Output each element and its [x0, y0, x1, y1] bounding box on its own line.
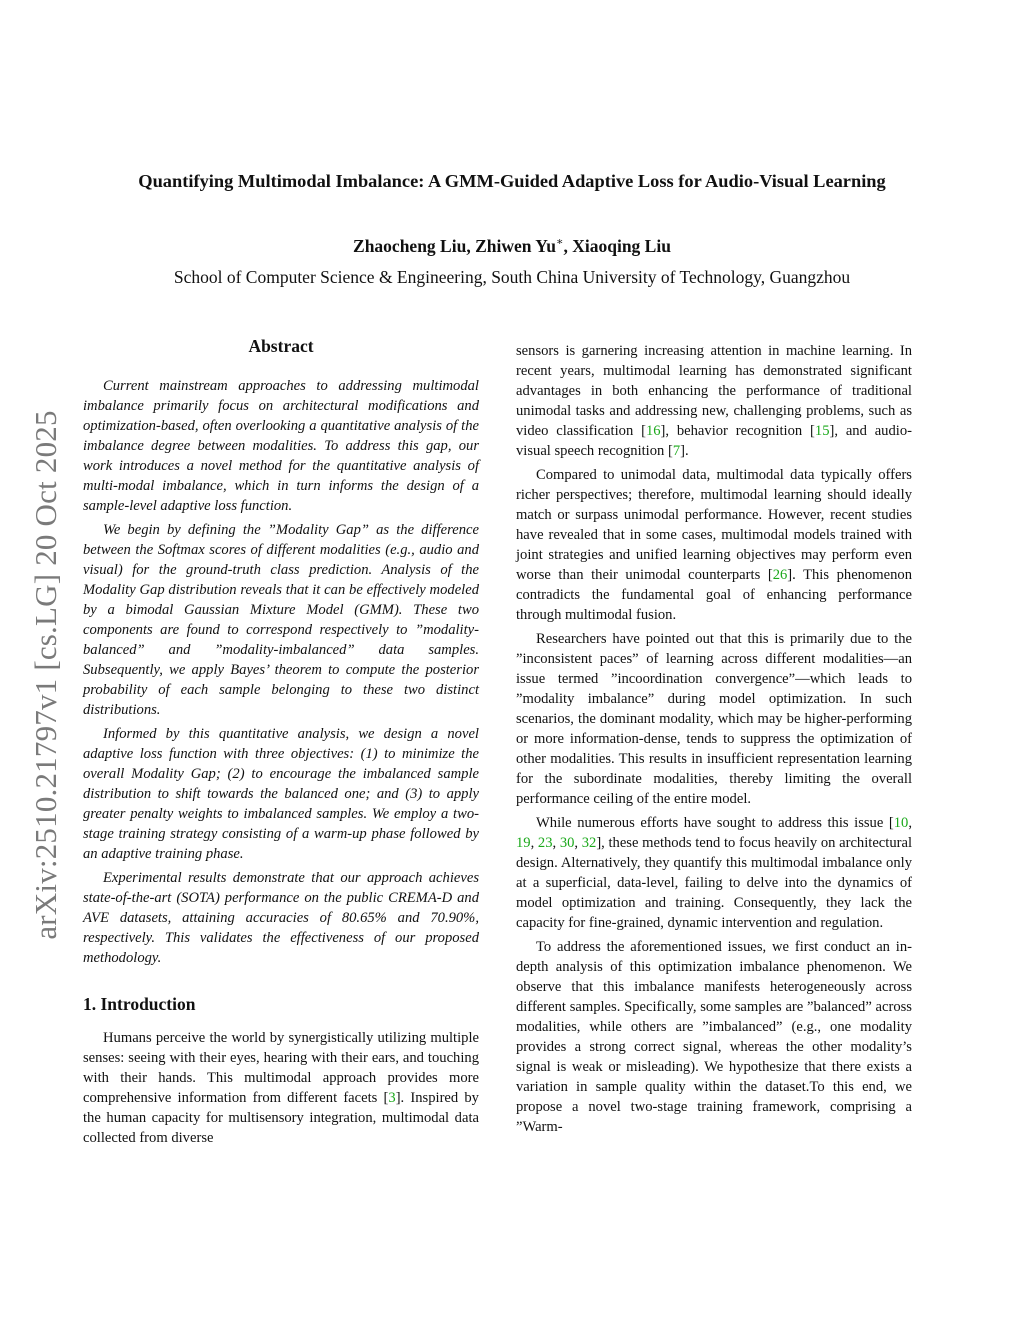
- body-paragraph: To address the aforementioned issues, we first conduct an in-depth analysis of this optimization imbalance phenomenon. We observe that this imbalance manifests heterogeneously across different samples. Specifically, some samples are ”balanced” across modalities, while others are ”imbalanced” (e.g., one modality provides a strong correct signal, whereas the other modality’s signal is weak or misleading). We hypothesize that there exists a variation in sample quality within the dataset.To this end, we propose a novel two-stage training framework, comprising a ”Warm-: [516, 939, 912, 1135]
- abstract-paragraph: Informed by this quantitative analysis, we design a novel adaptive loss function with three objectives: (1) to minimize the overall Modality Gap; (2) to encourage the imbalanced sample distribution to shift towards the balanced one; and (3) to apply greater penalty weights to imbalanced samples. We employ a two-stage training strategy consisting of a warm-up phase followed by an adaptive training phase.: [83, 726, 479, 862]
- left-column: [83, 336, 479, 1152]
- abstract-body: [83, 376, 479, 968]
- abstract-paragraph: Experimental results demonstrate that our approach achieves state-of-the-art (SOTA) performance on the public CREMA-D and AVE datasets, attaining accuracies of 80.65% and 70.90%, respectively. This validates the effectiveness of our proposed methodology.: [83, 870, 479, 966]
- body-paragraph: Researchers have pointed out that this is primarily due to the ”inconsistent paces” of learning across different modalities—an issue termed ”incoordination convergence”—which leads to ”modality imbalance” during model optimization. In such scenarios, the dominant modality, which may be higher-performing or more information-dense, tends to suppress the optimization of other modalities. This results in insufficient representation learning for the subordinate modalities, thereby limiting the overall performance ceiling of the entire model.: [516, 631, 912, 807]
- section-heading-introduction: 1. Introduction: [83, 994, 196, 1014]
- citation-link[interactable]: 3: [388, 1090, 396, 1106]
- body-paragraph: While numerous efforts have sought to address this issue [10, 19, 23, 30, 32], these methods tend to focus heavily on architectural design. Alternatively, they quantify this multimodal imbalance only at a superficial, data-level, failing to delve into the dynamics of model optimization and training. Consequently, they lack the capacity for fine-grained, dynamic intervention and regulation.: [516, 815, 913, 931]
- citation-link[interactable]: 26: [772, 567, 788, 583]
- affiliation: School of Computer Science & Engineering, South China University of Technology, Guangzhou: [173, 267, 851, 287]
- citation-link[interactable]: 19: [516, 835, 531, 851]
- citation-link[interactable]: 23: [537, 835, 553, 851]
- right-column: [516, 341, 912, 1141]
- abstract-heading: Abstract: [248, 336, 314, 356]
- author-3: Xiaoqing Liu: [572, 235, 671, 256]
- citation-link[interactable]: 10: [893, 815, 909, 831]
- body-paragraph: sensors is garnering increasing attention in machine learning. In recent years, multimodal learning has demonstrated significant advantages in both enhancing the performance of traditional unimodal tasks and addressing new, challenging problems, such as video classification [16], behavior recognition [15], and audio-visual speech recognition [7].: [516, 343, 912, 459]
- abstract-paragraph: We begin by defining the ”Modality Gap” as the difference between the Softmax scores of different modalities (e.g., audio and visual) for the ground-truth class prediction. Analysis of the Modality Gap distribution reveals that it can be effectively modeled by a bimodal Gaussian Mixture Model (GMM). These two components are found to correspond respectively to ”modality-balanced” and ”modality-imbalanced” data samples. Subsequently, we apply Bayes’ theorem to compute the posterior probability of each sample belonging to these two distinct distributions.: [83, 522, 479, 718]
- paper-title: Quantifying Multimodal Imbalance: A GMM-Guided Adaptive Loss for Audio-Visual Learning: [138, 171, 886, 191]
- intro-paragraph: Humans perceive the world by synergistically utilizing multiple senses: seeing with their eyes, hearing with their ears, and touching with their hands. This multimodal approach provides more comprehensive information from different facets [3]. Inspired by the human capacity for multisensory integration, multimodal data collected from diverse: [83, 1030, 479, 1146]
- citation-link[interactable]: 15: [814, 423, 830, 439]
- author-2: Zhiwen Yu: [475, 235, 556, 256]
- citation-link[interactable]: 16: [645, 423, 661, 439]
- author-1: Zhaocheng Liu: [353, 235, 467, 256]
- author-list: Zhaocheng Liu, Zhiwen Yu∗, Xiaoqing Liu: [353, 235, 671, 256]
- arxiv-identifier: arXiv:2510.21797v1 [cs.LG] 20 Oct 2025: [28, 410, 63, 940]
- body-paragraph: Compared to unimodal data, multimodal data typically offers richer perspectives; therefore, multimodal learning should ideally match or surpass unimodal performance. However, recent studies have revealed that in some cases, multimodal models trained with joint strategies and unified learning objectives may perform even worse than their unimodal counterparts [26]. This phenomenon contradicts the fundamental goal of enhancing performance through multimodal fusion.: [516, 467, 912, 623]
- corresponding-author-mark: ∗: [556, 236, 564, 248]
- citation-link[interactable]: 30: [559, 835, 575, 851]
- abstract-paragraph: Current mainstream approaches to addressing multimodal imbalance primarily focus on architectural modifications and optimization-based, often overlooking a quantitative analysis of the imbalance degree between modalities. To address this gap, our work introduces a novel method for the quantitative analysis of multi-modal imbalance, which in turn informs the design of a sample-level adaptive loss function.: [83, 378, 479, 514]
- citation-link[interactable]: 7: [672, 443, 681, 459]
- citation-link[interactable]: 32: [581, 835, 597, 851]
